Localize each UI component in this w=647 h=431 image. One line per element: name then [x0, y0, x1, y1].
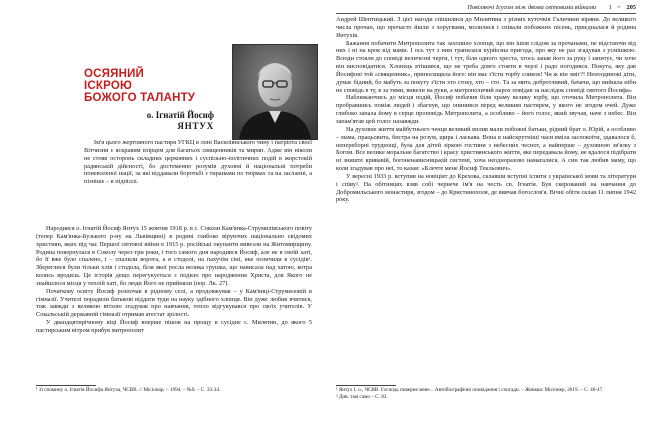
main-text: [36, 225, 312, 335]
paragraph: Ім'я цього жертовного пастиря УГКЦ в лоні Василіянського чину і патріота своєї Вітчизни є яскравим взірцем для багатьох священників та мирян. Адже він ніколи не стояв осторонь складних церковних і суспільно-політичних подій в жорстокій радянській дійсності, бо достеменно розумів духовні й національні потреби поневоленої нації, за які віддавали боротьбі з тиранами по тюрмах та на засланні, а пізніше – в підпіллі.: [84, 139, 312, 186]
portrait-photo: [232, 44, 318, 140]
footnote-divider: [36, 385, 96, 386]
author-surname: ЯНТУХ: [177, 121, 214, 131]
footnote: ¹ Зі спомину о. Ігнатія Йосифа Янтуха, ЧСВВ. // Місіонар. – 1994. – №9. – С. 33-34.: [36, 387, 221, 393]
paragraph: Бажання побачити Митрополита так захопило хлопця, що він ішов слідом за прочанами, не відстаючи від них і ні на крок від мами. І ось тут з ним трапилася курйозна пригода, про яку не раз згадував з усмішкою. Всюди стояли до сповіді величезні черги, і тут, біля одного хреста, хтось запав його за руку і запитує, чи хоче він висповідатися. Хлопець втішився, що не треба довго стояти в черзі і радо погодився. Покута, яку дав Йосифові той «священник», припосищила його: він має з'їсти торбу сливок! Чи ж він зміг?! Непоодинокі діти, думає бідний, бо мабуть за покуту з'їсти хто стоку, хто – сто. Та за мить добротливий, бачачи, що вийшла ніби не сповідь в ту, в за тими, вивели на руки, а митрополичий парох повідав за наслідок сповіді святого Йосифа»: [336, 39, 636, 94]
paragraph: На духовне життя майбутнього ченця великий вплив мали побожні батьки, рідний брат о. Юрій, а особливо – мама, працьовита, бистра на розум, щира і ласкава. Вона в найскрутніші часи вміла заспокоїти, здавалося б, непереборні труднощі, була для дітей зіркою гостини з небесних чеснот, а найперше – духовною зв'язку з Богом. Все велике моральне багатство і красу християнського життя, яке передавала йому, не вдалося підібрати ні зниште кривавій, богоненависницькій системі, хоча неодноразово намагалися. А син так любив маму, що коли згадував про неї, то казав: «Клечте мене Йосиф Текльович».: [336, 125, 636, 173]
footnote: ² Див. там само – С. 83.: [336, 393, 388, 400]
running-header: [336, 3, 636, 14]
paragraph: Наближаючись до місця подій, Йосиф побачив біля храму велику юрбу, що оточила Митрополита. Він пробравшись поміж людей і збагнув, що опинився перед великим пастирем, у якого не згодом очей. Дуже глибоко запала йому в серце проповідь Митрополита, а особливо – його голос, який звучав, наче з небес. Він запам'ятав цей голос назавжди.: [336, 94, 636, 125]
chapter-title: [84, 68, 214, 104]
paragraph: У вересні 1933 р. вступив на новіціят до Крехова, склавши вступні іспити з української мови та літератури і співу². На обітницях взяв собі чернече ім'я на честь св. Ігнатія. Був скерований на навчання до Добромильського монастиря, згодом – до Кристинополя, де вивчав богослов'я. Вічні обіти склав 11 липня 1942 року.: [336, 172, 636, 204]
footnote-divider: [336, 385, 396, 386]
page-number: 205: [626, 4, 636, 11]
left-page: [18, 0, 318, 431]
footnote: ¹ Янтух І. о., ЧСВВ. Господь поверне мене... Автобіографічні оповідання і спогади. – Жовква: Місіонер, 2019. – С. 46-47.: [336, 387, 604, 393]
paragraph: Народився о. Ігнатій Йосиф Янтух 15 жовтня 1918 р. в с. Соколи Кам'янка-Струмилівського повіту (тепер Кам'янка-Бузького р-ну на Львівщині) в родині глибоко віруючих національно свідомих християн, яких під час Першої світової війни в 1915 р. російські окупанти вивезли на Житомирщину. Родина повернулася в Соколу через три роки, і того самого дня народився Йосиф, але не в своїй хаті, бо її вже було спалено, і – спалили ворота, а в стодолі, на пахучім сіні, яке позичили в сусідів¹. Збереглися були тільки хлів і стодола, біля якої росла велика грушка, що нависала над хатою, котра колись вродила. Це історія дещо перегукується з подією про народження Христа, для Якого не знайшлося місця у теплій хаті, бо люди Його не прийняли (пор. Лк. 27).: [36, 225, 312, 287]
intro-text: [84, 139, 312, 186]
footnotes: [336, 387, 636, 400]
chapter-title-line: БОЖОГО ТАЛАНТУ: [84, 92, 196, 104]
paragraph: Початкову освіту Йосиф розпочав в рідному селі, а продовжував – у Кам'янці-Струмиловій в гімназії. Учителі порадили батькові віддати туди на науку здібного хлопця. Він дуже любив вчитися, тож завжди з великою втіхою згадував про навчання, тепло відгукувався про своїх учителів. У Сокальській державній гімназії отримав атестат зрілості.: [36, 287, 312, 319]
bullet-icon: •: [617, 4, 620, 11]
right-page: [336, 0, 636, 431]
author-name: о. Ігнатій Йосиф: [146, 110, 214, 120]
paragraph: Андрей Шептицький. З цієї нагоди спішилися до Милятина з різних куточків Галичини віряни. До великого числа прочан, що прочасто йшли з хоругвами, молилися і співали побожних пісень, приєдналася й родина Янтухів.: [336, 16, 636, 39]
paragraph: У двандцятирічному віці Йосиф вперше пішов на прощу в сусіднє с. Милятин, до якого 5 пастирським вітром прибув митрополит: [36, 319, 312, 334]
main-text: [336, 16, 636, 204]
part-number: 1: [608, 4, 612, 11]
running-header-title: Повіляючі Ісусом між двома світовими війнами: [467, 4, 596, 11]
chapter-title-line: ІСКРОЮ: [84, 80, 133, 92]
chapter-title-line: ОСЯЯНИЙ: [84, 68, 145, 80]
portrait-illustration: [233, 45, 317, 139]
author-byline: [84, 110, 214, 132]
